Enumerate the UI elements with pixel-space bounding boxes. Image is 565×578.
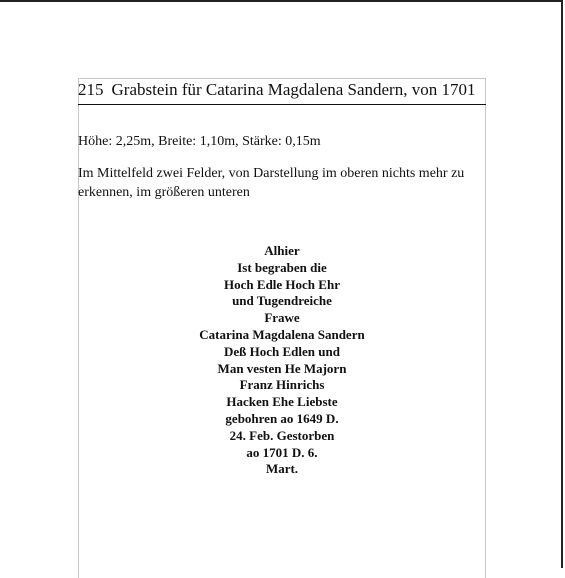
- inscription-line: Ist begraben die: [237, 259, 327, 275]
- inscription-block: [78, 243, 486, 478]
- inscription-line: Hoch Edle Hoch Ehr: [224, 276, 340, 292]
- inscription-line: Franz Hinrichs: [239, 377, 325, 393]
- inscription-line: Deß Hoch Edlen und: [224, 343, 340, 359]
- entry-heading: [78, 79, 486, 105]
- description-text: Im Mittelfeld zwei Felder, von Darstellung im oberen nichts mehr zu erkennen, im größeren unteren: [78, 166, 465, 200]
- inscription-line: ao 1701 D. 6.: [246, 444, 318, 460]
- dimensions-text: Höhe: 2,25m, Breite: 1,10m, Stärke: 0,15m: [78, 134, 321, 149]
- inscription-line: Catarina Magdalena Sandern: [199, 326, 365, 342]
- inscription-line: gebohren ao 1649 D.: [225, 410, 339, 426]
- entry-title: Grabstein für Catarina Magdalena Sandern, von 1701: [111, 80, 476, 99]
- inscription-line: 24. Feb. Gestorben: [229, 427, 335, 443]
- inscription-line: und Tugendreiche: [232, 293, 332, 309]
- inscription-line: Man vesten He Majorn: [217, 360, 347, 376]
- inscription-line: Hacken Ehe Liebste: [226, 394, 338, 410]
- inscription-line: Mart.: [265, 461, 299, 477]
- entry-number: 215: [78, 80, 104, 99]
- inscription-line: Frawe: [264, 310, 300, 326]
- inscription-line: Alhier: [264, 243, 300, 258]
